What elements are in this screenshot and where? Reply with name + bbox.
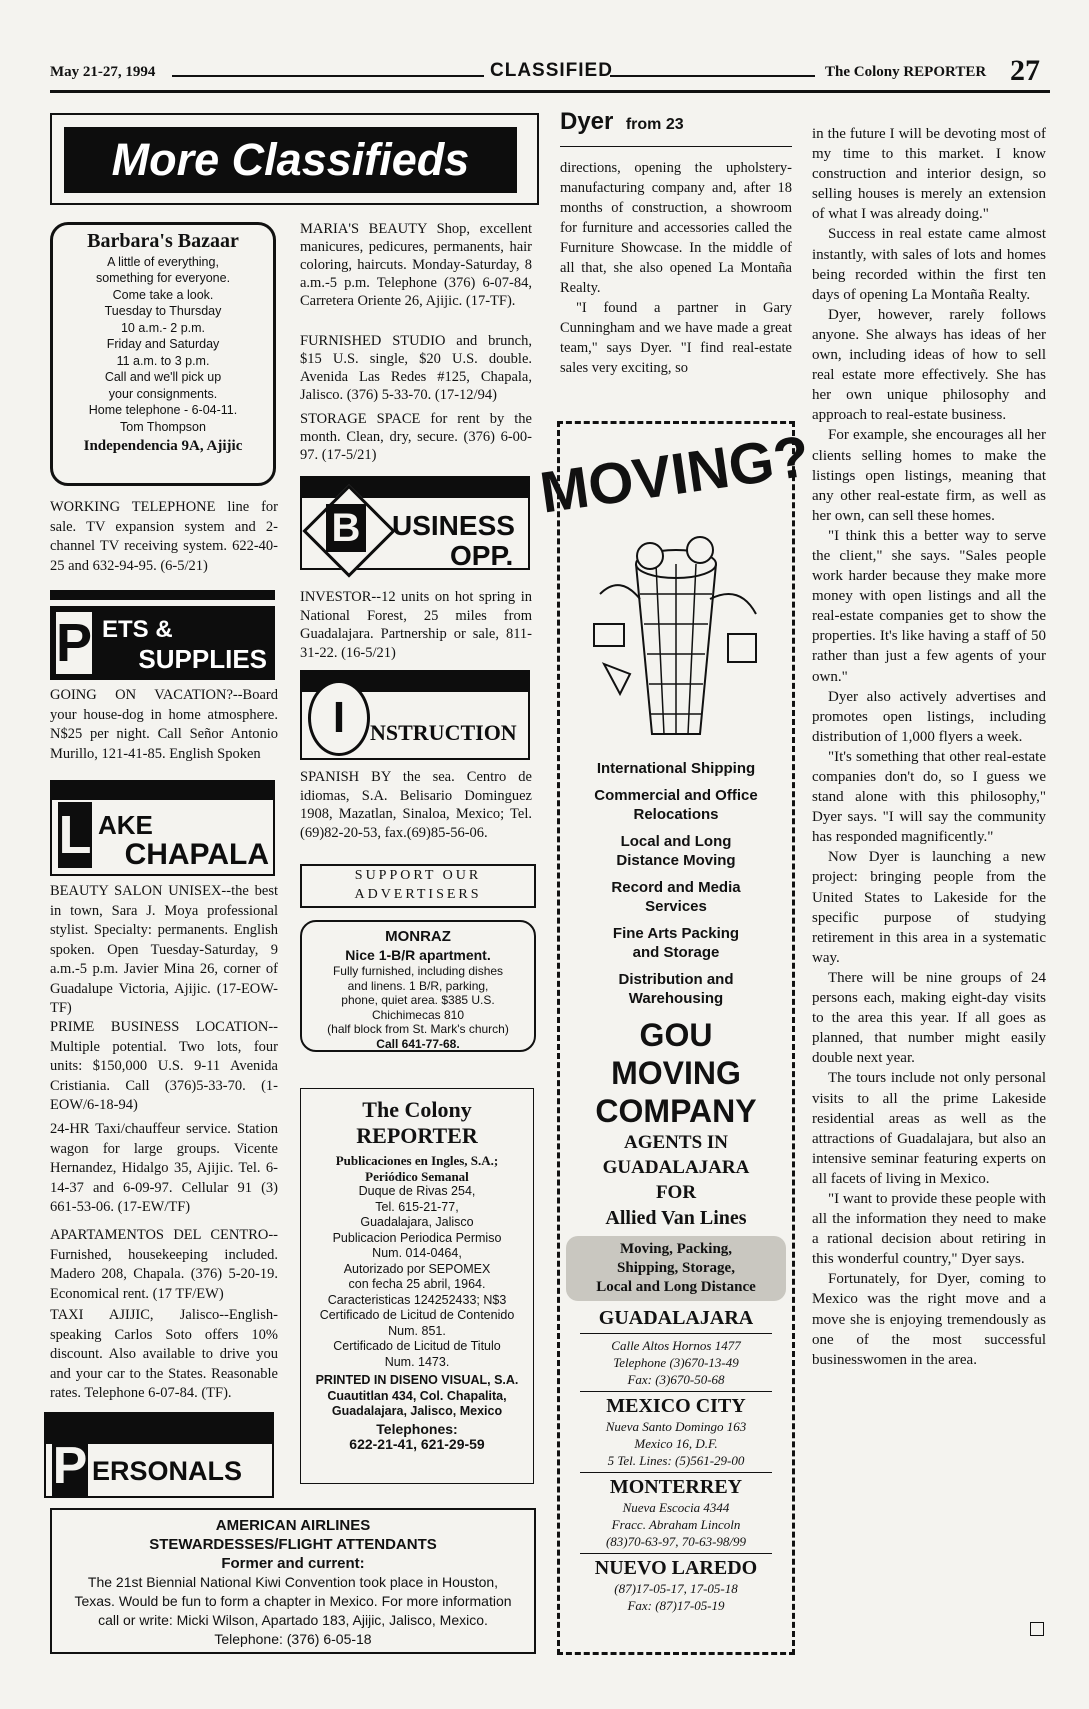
office-line: Fax: (3)670-50-68 (627, 1372, 725, 1387)
dyer-col3-text (812, 124, 1046, 1370)
lake-chapala-header (50, 780, 275, 876)
moving-agents: AGENTS IN GUADALAJARA FOR (602, 1132, 750, 1203)
dyer-paragraph: "I found a partner in Gary Cunningham and we have made a great team," says Dyer. "I find real-estate sales very exciting, so (560, 300, 792, 376)
bazaar-line: something for everyone. (95, 271, 231, 285)
dyer-paragraph: "It's something that other real-estate companies don't do, so I guess we stand alone with this philosophy," Dyer says. "I will say the community has responded magnificently." (812, 748, 1046, 846)
office-city: MEXICO CITY (606, 1395, 746, 1417)
dyer-col2-text (560, 158, 792, 378)
dyer-paragraph: Now Dyer is launching a new project: bringing people from the United States to Lakeside for the specific purpose of studying retirement in this area in a systematic way. (812, 849, 1046, 966)
office-line: (83)70-63-97, 70-63-98/99 (605, 1534, 747, 1549)
pets-header-line1: ETS & (102, 616, 173, 643)
monraz-line: phone, quiet area. $385 U.S. (341, 993, 495, 1007)
pets-header-line2: SUPPLIES (138, 644, 267, 674)
bazaar-line: Call and we'll pick up (104, 370, 222, 384)
office-line: Nueva Santo Domingo 163 (605, 1419, 747, 1434)
banner-title: More Classifieds (64, 127, 517, 193)
business-drop-letter: B (326, 504, 366, 552)
ad-beauty-salon: BEAUTY SALON UNISEX--the best in town, Sara J. Moya professional stylist. Specialty: permanents. English spoken. Open Tuesday-Saturday, 9 a.m.-5 p.m. Javier Mina 26, corner of Guadalupe Victoria, Ajijic. (17-EOW-TF) (50, 883, 278, 1016)
dyer-paragraph: The tours include not only personal visits to all the prime Lakeside residential areas as well as the attractions of Guadalajara, but also an intensive seminar featuring experts on all facets of living in Mexico. (812, 1070, 1046, 1187)
moving-company-line3: COMPANY (595, 1093, 757, 1129)
paper-name: The Colony REPORTER (825, 64, 987, 80)
office-line: 5 Tel. Lines: (5)561-29-00 (607, 1453, 745, 1468)
masthead-line: Caracteristicas 124252433; N$3 (327, 1292, 507, 1307)
office-line: Mexico 16, D.F. (634, 1436, 718, 1451)
moving-company-line1: GOU (639, 1017, 713, 1053)
masthead-line: Guadalajara, Jalisco (360, 1215, 474, 1229)
bazaar-line: Friday and Saturday (106, 337, 220, 351)
bazaar-line: Home telephone - 6-04-11. (88, 403, 238, 417)
moving-illustration (536, 423, 814, 754)
barbaras-bazaar-ad (50, 222, 276, 486)
dyer-paragraph: Fortunately, for Dyer, coming to Mexico was the right move and a move she is enjoying tremendously as one of the most successful businesswomen in the area. (812, 1271, 1046, 1368)
dyer-jump-line: from 23 (625, 116, 684, 133)
header-rule (172, 75, 484, 77)
ad-taxi-service: 24-HR Taxi/chauffeur service. Station wagon for large groups. Vicente Hernandez, Hidalgo 35, Ajijic. Tel. 6-14-37 and 6-09-97. Cellular 91 (3) 661-53-06. (17-EW/TF) (50, 1121, 278, 1215)
dyer-headline-title: Dyer (560, 108, 614, 135)
masthead-printer: PRINTED IN DISENO VISUAL, S.A. (315, 1373, 519, 1387)
dyer-paragraph: "I want to provide these people with all the information they need to make a rational decision about retiring in this wonderful country," Dyer says. (812, 1190, 1046, 1268)
business-header-line1: USINESS (392, 510, 515, 541)
masthead-publisher: Publicaciones en Ingles, S.A.; (335, 1153, 499, 1168)
moving-service: Record and Media Services (611, 879, 741, 915)
dyer-paragraph: For example, she encourages all her clients selling homes to make the listings open listings, meaning that any other real-estate firm, as well as her own, can sell these homes. (812, 427, 1046, 524)
monraz-line: Chichimecas 810 (371, 1007, 465, 1022)
instruction-header (300, 670, 530, 760)
masthead-line: Duque de Rivas 254, (358, 1184, 476, 1198)
moving-allied: Allied Van Lines (605, 1207, 747, 1229)
monraz-title: MONRAZ (385, 928, 451, 945)
lake-header-line1: AKE (98, 810, 153, 840)
office-city: MONTERREY (609, 1476, 743, 1498)
masthead-title1: The Colony (362, 1097, 472, 1122)
office-line: Fax: (87)17-05-19 (627, 1598, 725, 1613)
moving-service: Fine Arts Packing and Storage (612, 925, 740, 961)
office-line: Nueva Escocia 4344 (622, 1500, 730, 1515)
instruction-header-text: NSTRUCTION (370, 720, 517, 745)
page-number: 27 (1010, 54, 1040, 87)
masthead-line: Num. 1473. (384, 1354, 450, 1369)
dyer-paragraph: directions, opening the upholstery-manufacturing company and, after 18 months of construction, a showroom for furniture and accessories called the Furniture Showcase. In the middle of all that, she also opened La Montaña Realty. (560, 160, 792, 296)
monraz-line: and linens. 1 B/R, parking, (347, 978, 489, 993)
more-classifieds-banner (50, 113, 539, 205)
masthead-line: Certificado de Licitud de Titulo (333, 1339, 501, 1353)
dyer-paragraph: Dyer, however, rarely follows anyone. She always has ideas of her own, including ideas of how to sell real estate more effectively. She has her own unique philosophy and approach to real-estate business. (812, 306, 1046, 424)
dyer-paragraph: Success in real estate came almost instantly, with sales of lots and homes being recorded within the first ten days of opening La Montaña Realty. (812, 226, 1046, 303)
header-bottom-rule (50, 90, 1050, 93)
bazaar-line: Tom Thompson (120, 419, 206, 434)
business-header-line2: OPP. (450, 540, 514, 571)
office-line: (87)17-05-17, 17-05-18 (614, 1581, 738, 1596)
moving-service: Commercial and Office Relocations (594, 787, 758, 823)
bazaar-line: your consignments. (108, 386, 218, 401)
personals-header (44, 1412, 274, 1498)
lake-drop-letter: L (58, 802, 92, 868)
bazaar-title: Barbara's Bazaar (87, 230, 239, 252)
ad-marias-beauty: MARIA'S BEAUTY Shop, excellent manicures, pedicures, permanents, hair coloring, haircuts. Monday-Saturday, 8 a.m.-5 p.m. Telephone (376) 6-07-84, Carretera Oriente 26, Ajijic. (17-TF). (300, 221, 532, 309)
office-line: Calle Altos Hornos 1477 (611, 1338, 741, 1353)
masthead-tel: 622-21-41, 621-29-59 (349, 1436, 485, 1452)
ad-spanish: SPANISH BY the sea. Centro de idiomas, S.A. Belisario Dominguez 1908, Mazatlan, Sinaloa, Mexico; Tel. (69)82-20-53, fax.(69)85-56-06. (300, 769, 532, 841)
masthead-line: Num. 014-0464, (372, 1246, 462, 1260)
american-line3: Former and current: (221, 1555, 365, 1572)
office-city: GUADALAJARA (598, 1307, 754, 1329)
bazaar-line: Come take a look. (112, 287, 214, 302)
dyer-paragraph: There will be nine groups of 24 persons each, making eight-day visits to the area this year. If all goes as planned, that number might easily double next year. (812, 969, 1046, 1067)
bazaar-address: Independencia 9A, Ajijic (83, 438, 243, 454)
masthead-publisher2: Periódico Semanal (365, 1168, 469, 1184)
dyer-headline (560, 108, 684, 136)
dyer-paragraph: in the future I will be devoting most of my time to this market. I know construction and interior design, so selling houses is merely an extension of what I was already doing." (812, 126, 1046, 223)
ad-prime-business: PRIME BUSINESS LOCATION--Multiple potential. Two lots, four units: $150,000 U.S. 9-11 Avenida Cristiania. Call (376)5-33-70. (1-EOW/6-18-94) (50, 1019, 278, 1113)
moving-company-line2: MOVING (611, 1055, 741, 1091)
masthead-line: Tel. 615-21-77, (375, 1199, 459, 1214)
moving-title-text: MOVING? (536, 423, 814, 526)
masthead-line: Publicacion Periodica Permiso (332, 1230, 502, 1245)
ad-storage-space: STORAGE SPACE for rent by the month. Clean, dry, secure. (376) 6-00-97. (17-5/21) (300, 411, 532, 463)
monraz-subtitle: Nice 1-B/R apartment. (345, 946, 491, 963)
issue-date: May 21-27, 1994 (50, 64, 156, 80)
badge-line: Shipping, Storage, (617, 1260, 735, 1276)
support-line1: SUPPORT OUR (354, 868, 482, 883)
office-line: Fracc. Abraham Lincoln (611, 1517, 741, 1532)
monraz-phone: Call 641-77-68. (376, 1036, 460, 1051)
support-line2: ADVERTISERS (354, 887, 482, 902)
bazaar-line: Tuesday to Thursday (104, 304, 222, 318)
ad-apartamentos: APARTAMENTOS DEL CENTRO--Furnished, housekeeping included. Madero 208, Chapala. (376) 5-20-19. Economical rent. (17 TF/EW) (50, 1227, 278, 1302)
monraz-line: (half block from St. Mark's church) (327, 1022, 509, 1036)
american-line2: STEWARDESSES/FLIGHT ATTENDANTS (149, 1536, 437, 1553)
badge-line: Local and Long Distance (596, 1279, 756, 1295)
lake-header-line2: CHAPALA (124, 838, 269, 871)
dyer-paragraph: "I think this a better way to serve the client," she says. "Sales people work harder because they make more money with open listings and all the real-estate companies get to show the properties. It's like having a staff of 50 rather than just a few agents of your own." (812, 527, 1046, 685)
american-airlines-ad (50, 1508, 536, 1654)
section-title: CLASSIFIED (490, 60, 613, 81)
ad-furnished-studio: FURNISHED STUDIO and brunch, $15 U.S. single, $20 U.S. double. Avenida Las Redes #125, Chapala, Jalisco. (376) 5-33-70. (17-12/94) (300, 333, 532, 403)
colony-reporter-masthead (300, 1088, 534, 1484)
monraz-ad (300, 920, 536, 1052)
bazaar-line: A little of everything, (107, 254, 219, 269)
moving-service: International Shipping (596, 760, 756, 777)
personals-header-text: ERSONALS (92, 1456, 243, 1486)
ad-working-telephone: WORKING TELEPHONE line for sale. TV expansion system and 2-channel TV receiving system. 622-40-25 and 632-94-95. (6-5/21) (50, 499, 278, 574)
masthead-line: con fecha 25 abril, 1964. (348, 1277, 486, 1291)
page-header (50, 56, 1050, 96)
header-rule (610, 75, 815, 77)
badge-line: Moving, Packing, (619, 1241, 733, 1257)
support-advertisers-box (300, 864, 536, 908)
moving-service: Distribution and Warehousing (618, 971, 734, 1007)
office-city: NUEVO LAREDO (594, 1557, 758, 1579)
masthead-tel-label: Telephones: (376, 1420, 458, 1437)
bazaar-line: 11 a.m. to 3 p.m. (116, 353, 210, 368)
masthead-line: Num. 851. (388, 1323, 446, 1338)
pets-drop-letter: P (56, 613, 93, 673)
american-line1: AMERICAN AIRLINES (215, 1517, 371, 1534)
dyer-headline-rule (560, 146, 792, 147)
moving-service: Local and Long Distance Moving (616, 833, 736, 869)
ad-going-on-vacation: GOING ON VACATION?--Board your house-dog in home atmosphere. N$25 per night. Call Señor Antonio Murillo, 121-41-85. English Spoken (50, 687, 278, 762)
business-opp-header (300, 476, 530, 570)
gou-moving-ad (536, 421, 814, 1655)
masthead-title2: REPORTER (356, 1123, 478, 1148)
personals-drop-letter: P (52, 1437, 88, 1495)
end-mark (1030, 1622, 1044, 1641)
masthead-printer: Cuautitlan 434, Col. Chapalita, (327, 1388, 507, 1403)
pets-supplies-header (50, 590, 275, 680)
instruction-drop-letter: I (308, 680, 370, 756)
moving-basket-icon (536, 423, 814, 754)
masthead-line: Autorizado por SEPOMEX (343, 1261, 491, 1276)
dyer-paragraph: Dyer also actively advertises and promotes open listings, including distribution of 1,000 flyers a week. (812, 688, 1046, 745)
american-body: The 21st Biennial National Kiwi Convention took place in Houston, Texas. Would be fun to form a chapter in Mexico. For more information call or write: Micki Wilson, Apartado 183, Ajijic, Jalisco, Mexico. Telephone: (376) 6-05-18 (74, 1574, 512, 1647)
masthead-printer: Guadalajara, Jalisco, Mexico (331, 1404, 503, 1418)
ad-taxi-ajijic: TAXI AJIJIC, Jalisco--English-speaking Carlos Soto offers 10% discount. Also available to drive you and your car to the States. Reasonable rates. Telephone 6-07-84. (TF). (50, 1307, 278, 1401)
masthead-line: Certificado de Licitud de Contenido (319, 1308, 515, 1322)
ad-investor: INVESTOR--12 units on hot spring in National Forest, 25 miles from Guadalajara. Partnership or sale, 811-31-22. (16-5/21) (300, 589, 532, 661)
moving-services-badge (566, 1236, 786, 1301)
office-line: Telephone (3)670-13-49 (613, 1355, 739, 1370)
bazaar-line: 10 a.m.- 2 p.m. (120, 320, 206, 335)
monraz-line: Fully furnished, including dishes (332, 964, 504, 978)
